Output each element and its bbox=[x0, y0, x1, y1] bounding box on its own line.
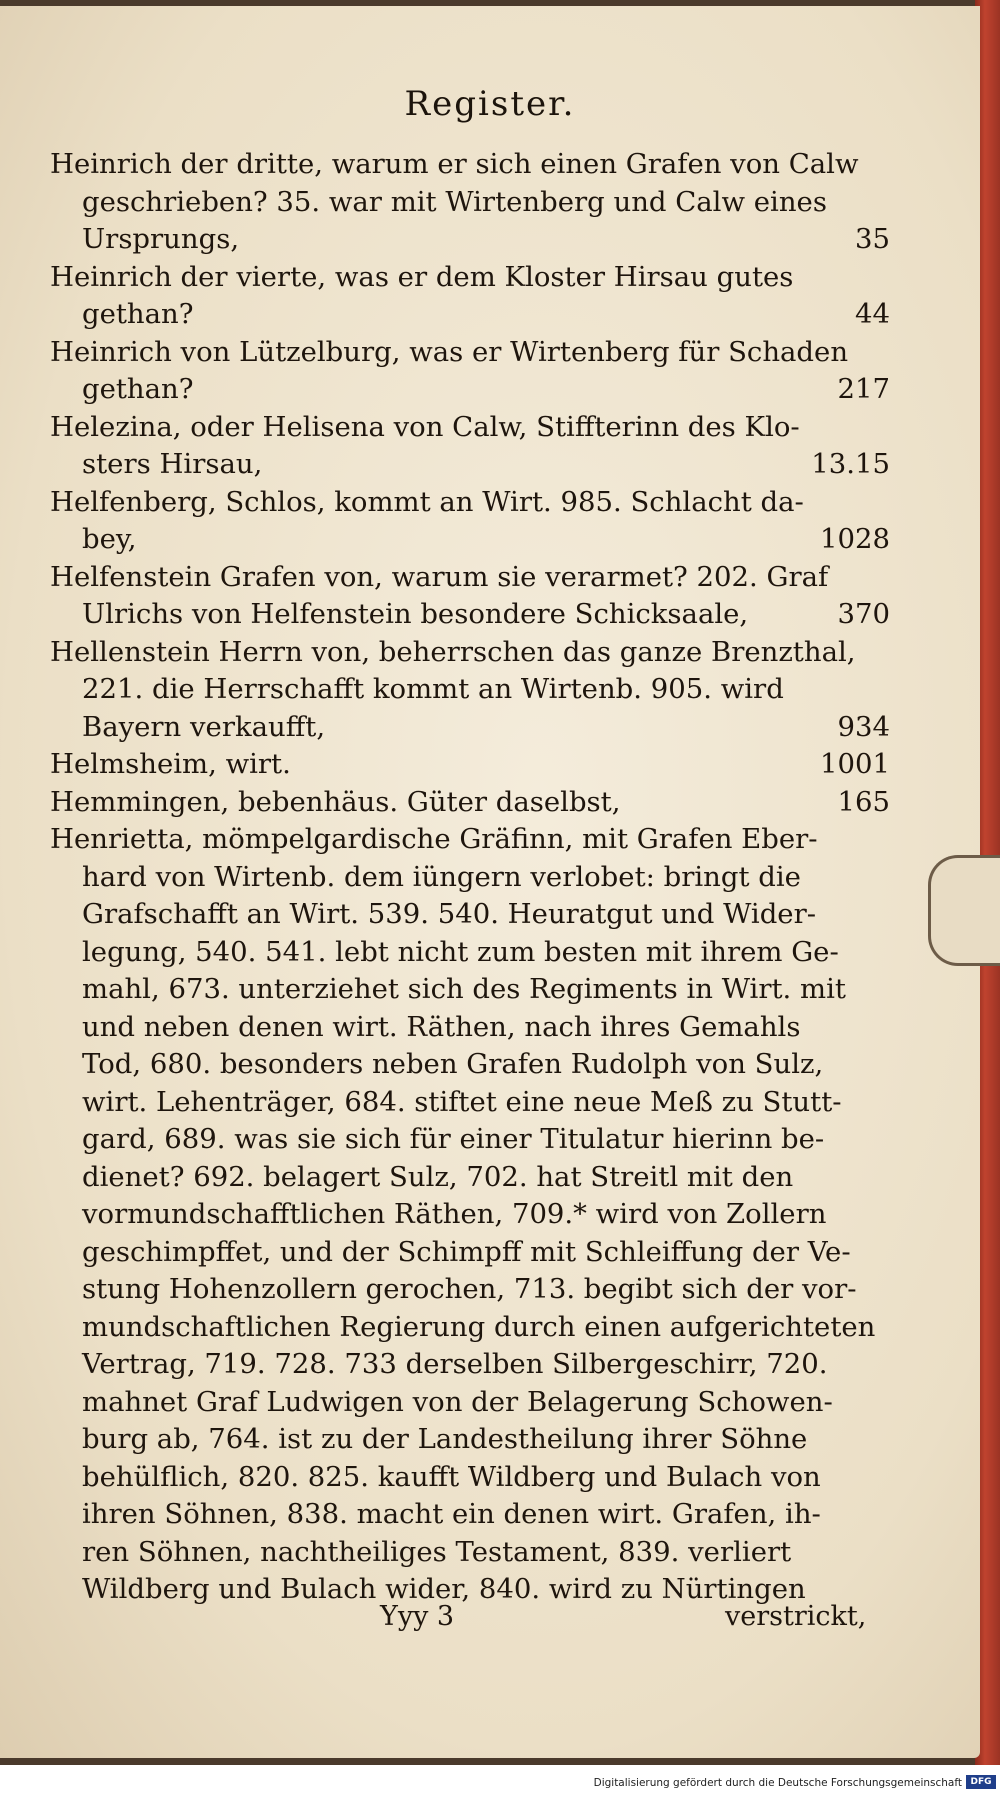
entry-text: Grafschafft an Wirt. 539. 540. Heuratgut und Wider- bbox=[82, 898, 817, 930]
entry-text: ihren Söhnen, 838. macht ein denen wirt. Grafen, ih- bbox=[82, 1498, 821, 1530]
entry-line bbox=[50, 446, 890, 484]
entry-line bbox=[50, 184, 890, 222]
entry-line bbox=[50, 1084, 890, 1122]
entry-text: behülflich, 820. 825. kaufft Wildberg und Bulach von bbox=[82, 1460, 821, 1493]
page-footer bbox=[0, 1601, 980, 1641]
entry-text: Helmsheim, wirt. bbox=[50, 748, 291, 780]
page-reference: 165 bbox=[837, 785, 890, 818]
entry-line bbox=[50, 1384, 890, 1422]
entry-line bbox=[50, 1309, 890, 1347]
entry-line bbox=[50, 1159, 890, 1197]
entry-line bbox=[50, 1421, 890, 1459]
entry-text: Heinrich der dritte, warum er sich einen Grafen von Calw bbox=[50, 148, 859, 180]
entry-text: Ursprungs, bbox=[82, 223, 240, 255]
entry-text: Vertrag, 719. 728. 733 derselben Silbergeschirr, 720. bbox=[82, 1348, 828, 1380]
entry-line bbox=[50, 371, 890, 409]
page-reference: 44 bbox=[855, 298, 890, 330]
entry-line bbox=[50, 334, 890, 372]
page-reference: 1028 bbox=[820, 523, 890, 555]
page-header: Register. bbox=[404, 84, 576, 124]
entry-text: gethan? bbox=[82, 298, 194, 330]
page-reference: 13.15 bbox=[811, 448, 890, 480]
entry-text: gethan? bbox=[82, 373, 194, 405]
page-reference: 217 bbox=[837, 373, 890, 405]
entry-text: Ulrichs von Helfenstein besondere Schicksaale, bbox=[82, 598, 749, 630]
entry-text: bey, bbox=[82, 523, 137, 555]
entry-line bbox=[50, 859, 890, 897]
entry-line bbox=[50, 784, 890, 822]
page-reference: 35 bbox=[855, 223, 890, 255]
entry-text: Henrietta, mömpelgardische Gräfinn, mit Grafen Eber- bbox=[50, 823, 818, 855]
entry-text: 221. die Herrschafft kommt an Wirtenb. 905. wird bbox=[82, 673, 784, 705]
register-entry bbox=[50, 334, 890, 409]
entry-text: Helfenstein Grafen von, warum sie verarmet? 202. Graf bbox=[50, 560, 829, 593]
entry-line bbox=[50, 484, 890, 522]
entry-text: geschrieben? 35. war mit Wirtenberg und Calw eines bbox=[82, 185, 827, 218]
credit-bar bbox=[0, 1765, 1000, 1801]
entry-text: Helfenberg, Schlos, kommt an Wirt. 985. Schlacht da- bbox=[50, 485, 804, 518]
entry-text: Heinrich der vierte, was er dem Kloster Hirsau gutes bbox=[50, 260, 794, 293]
page-reference: 934 bbox=[837, 710, 890, 743]
page-reference: 370 bbox=[837, 598, 890, 630]
entry-text: ren Söhnen, nachtheiliges Testament, 839. verliert bbox=[82, 1535, 792, 1568]
entry-line bbox=[50, 671, 890, 709]
entry-line bbox=[50, 1121, 890, 1159]
entry-line bbox=[50, 296, 890, 334]
entry-text: gard, 689. was sie sich für einer Titulatur hierinn be- bbox=[82, 1123, 825, 1155]
entry-line bbox=[50, 1196, 890, 1234]
register-entry bbox=[50, 146, 890, 259]
page-reference: 1001 bbox=[820, 748, 890, 780]
entry-line bbox=[50, 1459, 890, 1497]
entry-text: und neben denen wirt. Räthen, nach ihres Gemahls bbox=[82, 1010, 801, 1043]
entry-text: wirt. Lehenträger, 684. stiftet eine neue Meß zu Stutt- bbox=[82, 1085, 842, 1118]
entry-text: mahnet Graf Ludwigen von der Belagerung Schowen- bbox=[82, 1385, 833, 1418]
entry-text: Hellenstein Herrn von, beherrschen das ganze Brenzthal, bbox=[50, 635, 856, 668]
entry-line bbox=[50, 559, 890, 597]
entry-text: legung, 540. 541. lebt nicht zum besten mit ihrem Ge- bbox=[82, 935, 839, 968]
dfg-logo: DFG bbox=[966, 1775, 996, 1789]
entry-line bbox=[50, 1234, 890, 1272]
credit-text: Digitalisierung gefördert durch die Deutsche Forschungsgemeinschaft bbox=[593, 1777, 962, 1789]
entry-line bbox=[50, 896, 890, 934]
entry-line bbox=[50, 971, 890, 1009]
register-entry bbox=[50, 784, 890, 822]
entry-line bbox=[50, 1046, 890, 1084]
entry-line bbox=[50, 934, 890, 972]
entry-text: Hemmingen, bebenhäus. Güter daselbst, bbox=[50, 785, 621, 818]
entry-text: Heinrich von Lützelburg, was er Wirtenberg für Schaden bbox=[50, 335, 849, 368]
entry-line bbox=[50, 1346, 890, 1384]
entry-line bbox=[50, 146, 890, 184]
entry-line bbox=[50, 1009, 890, 1047]
entry-text: stung Hohenzollern gerochen, 713. begibt sich der vor- bbox=[82, 1273, 857, 1305]
entry-line bbox=[50, 1271, 890, 1309]
entry-line bbox=[50, 1534, 890, 1572]
entry-text: Helezina, oder Helisena von Calw, Stiffterinn des Klo- bbox=[50, 410, 800, 443]
entry-line bbox=[50, 634, 890, 672]
register-entry bbox=[50, 634, 890, 747]
entry-text: Tod, 680. besonders neben Grafen Rudolph von Sulz, bbox=[82, 1048, 824, 1080]
entry-line bbox=[50, 746, 890, 784]
entry-text: Bayern verkaufft, bbox=[82, 710, 326, 743]
register-entry bbox=[50, 821, 890, 1609]
register-entry bbox=[50, 259, 890, 334]
entry-text: sters Hirsau, bbox=[82, 448, 263, 480]
entry-line bbox=[50, 259, 890, 297]
signature-mark: Yyy 3 bbox=[380, 1601, 455, 1632]
book-page bbox=[0, 6, 980, 1758]
register-entry bbox=[50, 559, 890, 634]
entry-line bbox=[50, 409, 890, 447]
entry-line bbox=[50, 1496, 890, 1534]
entry-line bbox=[50, 709, 890, 747]
entry-text: Wildberg und Bulach wider, 840. wird zu Nürtingen bbox=[82, 1573, 806, 1605]
entry-text: dienet? 692. belagert Sulz, 702. hat Streitl mit den bbox=[82, 1160, 794, 1193]
entry-line bbox=[50, 221, 890, 259]
entry-line bbox=[50, 596, 890, 634]
entry-text: mahl, 673. unterziehet sich des Regiments in Wirt. mit bbox=[82, 973, 846, 1005]
page-tab bbox=[928, 855, 1000, 966]
register-entries bbox=[50, 146, 890, 1609]
entry-line bbox=[50, 821, 890, 859]
entry-text: vormundschafftlichen Räthen, 709.* wird von Zollern bbox=[82, 1198, 827, 1230]
entry-text: burg ab, 764. ist zu der Landestheilung ihrer Söhne bbox=[82, 1423, 808, 1455]
entry-text: geschimpffet, und der Schimpff mit Schleiffung der Ve- bbox=[82, 1235, 851, 1268]
catchword: verstrickt, bbox=[725, 1601, 867, 1632]
entry-text: hard von Wirtenb. dem iüngern verlobet: bringt die bbox=[82, 860, 801, 893]
entry-line bbox=[50, 521, 890, 559]
register-entry bbox=[50, 484, 890, 559]
register-entry bbox=[50, 746, 890, 784]
entry-text: mundschaftlichen Regierung durch einen aufgerichteten bbox=[82, 1310, 876, 1343]
register-entry bbox=[50, 409, 890, 484]
